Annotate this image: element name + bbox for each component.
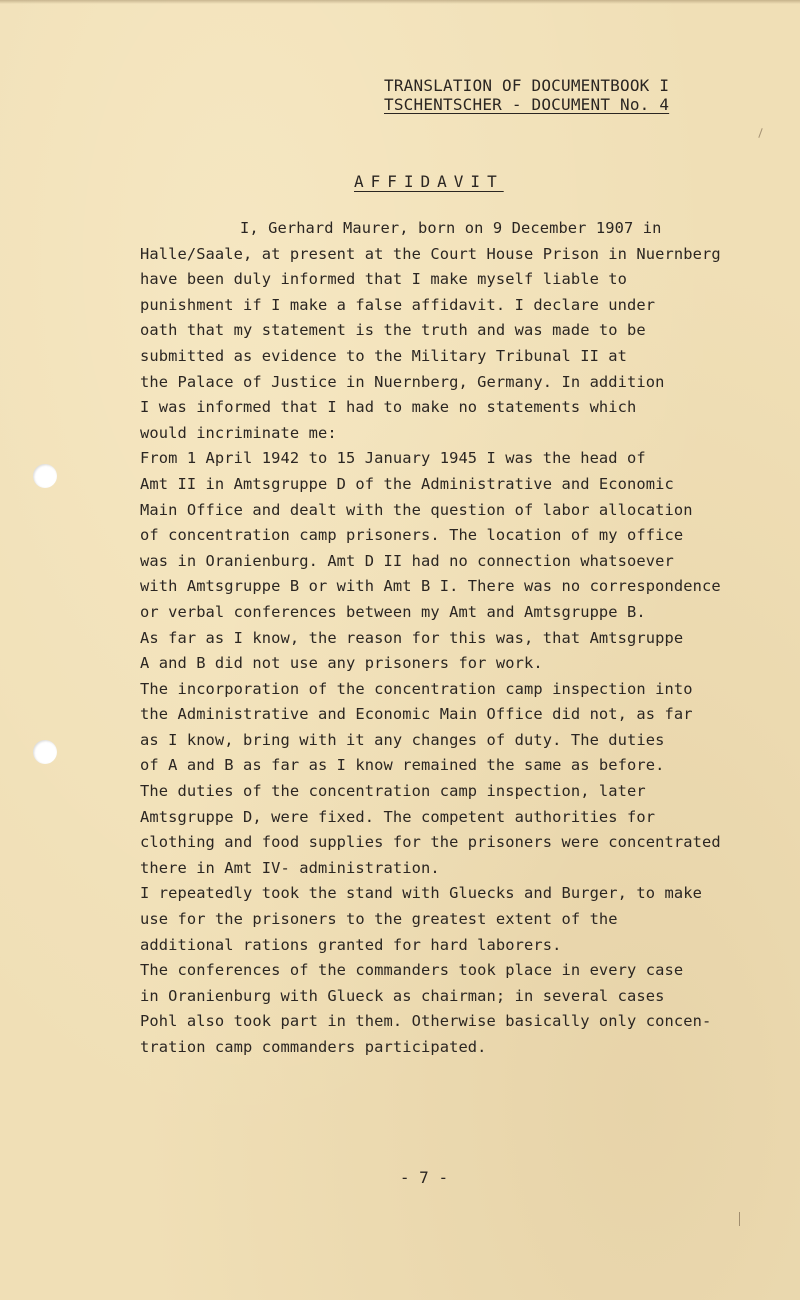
body-line: of A and B as far as I know remained the same as before.	[140, 756, 665, 775]
body-line: would incriminate me:	[140, 423, 337, 442]
body-line: Main Office and dealt with the question of labor allocation	[140, 500, 693, 519]
body-line: As far as I know, the reason for this was, that Amtsgruppe	[140, 628, 684, 647]
body-line: punishment if I make a false affidavit. I declare under	[140, 295, 656, 314]
body-line: Pohl also took part in them. Otherwise basically only concen-	[140, 1012, 712, 1031]
body-line: submitted as evidence to the Military Tribunal II at	[140, 346, 628, 365]
body-line: clothing and food supplies for the prisoners were concentrated	[140, 833, 721, 852]
page-edge-shadow	[0, 0, 800, 4]
body-line: the Palace of Justice in Nuernberg, Germany. In addition	[140, 372, 665, 391]
body-line: I repeatedly took the stand with Gluecks and Burger, to make	[140, 884, 702, 903]
body-line: have been duly informed that I make myself liable to	[140, 270, 628, 289]
body-line: as I know, bring with it any changes of duty. The duties	[140, 730, 665, 749]
paper-mark	[758, 128, 762, 138]
body-line: additional rations granted for hard laborers.	[140, 935, 562, 954]
body-line: The incorporation of the concentration camp inspection into	[140, 679, 693, 698]
header-document-line: TSCHENTSCHER - DOCUMENT No. 4	[384, 95, 670, 114]
header-translation-line: TRANSLATION OF DOCUMENTBOOK I	[384, 76, 670, 95]
body-line: of concentration camp prisoners. The location of my office	[140, 526, 684, 545]
body-line: Amt II in Amtsgruppe D of the Administrative and Economic	[140, 474, 674, 493]
body-line: Amtsgruppe D, were fixed. The competent authorities for	[140, 807, 656, 826]
body-line: Halle/Saale, at present at the Court House Prison in Nuernberg	[140, 244, 721, 263]
body-line: The duties of the concentration camp inspection, later	[140, 782, 646, 801]
body-line: use for the prisoners to the greatest extent of the	[140, 910, 618, 929]
page-number: - 7 -	[399, 1168, 449, 1187]
body-line: there in Amt IV- administration.	[140, 858, 440, 877]
body-line: The conferences of the commanders took place in every case	[140, 961, 684, 980]
paper-mark	[739, 1212, 740, 1226]
punch-hole	[33, 464, 57, 488]
punch-hole	[33, 740, 57, 764]
page-title: AFFIDAVIT	[354, 172, 504, 191]
body-line: in Oranienburg with Glueck as chairman; in several cases	[140, 986, 665, 1005]
body-line: From 1 April 1942 to 15 January 1945 I was the head of	[140, 449, 646, 468]
body-line: oath that my statement is the truth and was made to be	[140, 321, 646, 340]
body-line: tration camp commanders participated.	[140, 1038, 487, 1056]
body-line: I, Gerhard Maurer, born on 9 December 1907 in	[240, 219, 662, 237]
body-line: or verbal conferences between my Amt and Amtsgruppe B.	[140, 602, 646, 621]
body-line: with Amtsgruppe B or with Amt B I. There was no correspondence	[140, 577, 721, 596]
document-header	[384, 76, 669, 114]
body-line: the Administrative and Economic Main Office did not, as far	[140, 705, 693, 724]
body-line: A and B did not use any prisoners for work.	[140, 654, 543, 673]
body-line: was in Oranienburg. Amt D II had no connection whatsoever	[140, 551, 674, 570]
body-line: I was informed that I had to make no statements which	[140, 398, 637, 417]
affidavit-body	[140, 216, 790, 1061]
